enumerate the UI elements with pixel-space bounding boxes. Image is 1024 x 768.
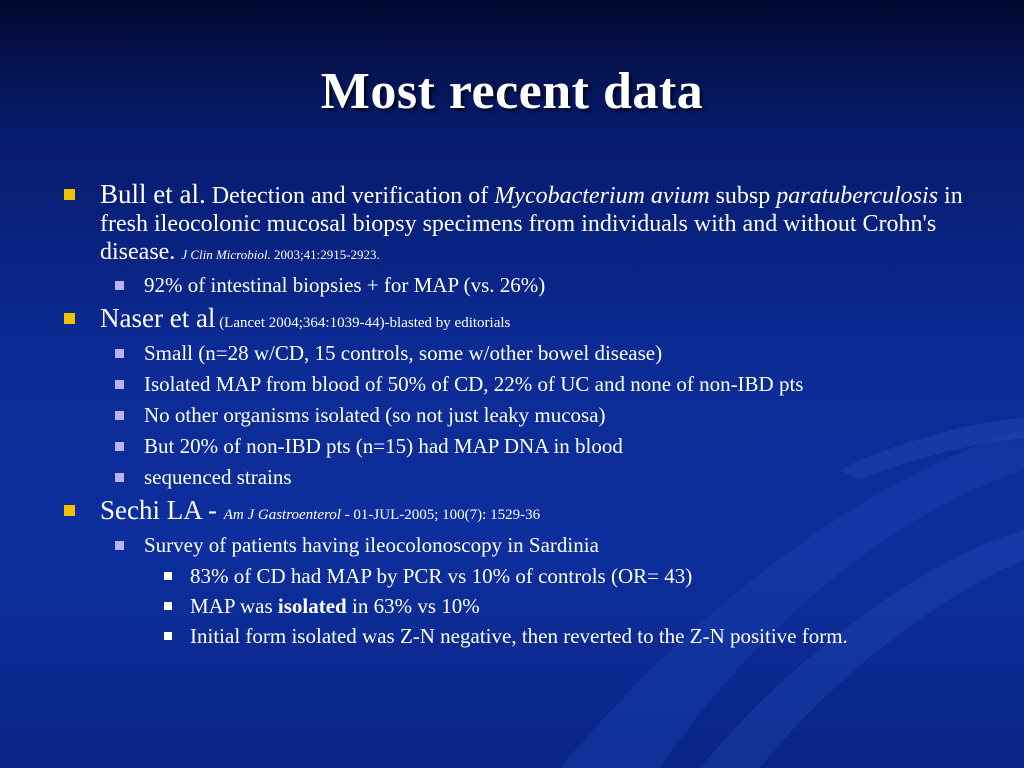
sub-item: [62, 273, 972, 298]
square-bullet-icon: [64, 505, 75, 516]
item-text: subsp: [709, 183, 777, 209]
sub-item: [62, 434, 972, 459]
sub-item: [62, 341, 972, 366]
citation: 2003;41:2915-2923.: [270, 247, 380, 262]
item-text-italic: paratuberculosis: [776, 183, 939, 209]
item-lead: Naser et al: [100, 303, 216, 333]
sub-item: [62, 372, 972, 397]
slide-content: [62, 180, 972, 654]
square-bullet-icon: [164, 572, 172, 580]
item-text: Detection and verification of: [205, 183, 495, 209]
sub-item-text: Small (n=28 w/CD, 15 controls, some w/other bowel disease): [144, 341, 663, 365]
square-bullet-icon: [64, 313, 75, 324]
sub-item-text: sequenced strains: [144, 465, 292, 489]
journal-name: J Clin Microbiol.: [181, 247, 271, 262]
sub-sub-item: [62, 594, 972, 618]
square-bullet-icon: [164, 632, 172, 640]
item-lead: Bull et al.: [100, 179, 206, 209]
sub-sub-item-text: Initial form isolated was Z-N negative, then reverted to the Z-N positive form.: [190, 624, 848, 648]
sub-sub-item-text: in 63% vs 10%: [346, 594, 480, 618]
journal-name: Am J Gastroenterol: [223, 507, 341, 523]
item-lead: Sechi LA -: [100, 495, 224, 525]
sub-sub-item-text: 83% of CD had MAP by PCR vs 10% of controls (OR= 43): [190, 564, 693, 588]
sub-item-text: 92% of intestinal biopsies + for MAP (vs. 26%): [144, 273, 546, 297]
item-text-italic: Mycobacterium avium: [494, 183, 710, 209]
square-bullet-icon: [115, 473, 124, 482]
item-text: in fresh ileocolonic mucosal biopsy specimens from individuals with and without Crohn's disease.: [100, 183, 963, 265]
slide-title: Most recent data: [320, 63, 704, 120]
sub-sub-item-text-bold: isolated: [277, 594, 347, 618]
square-bullet-icon: [115, 281, 124, 290]
square-bullet-icon: [115, 411, 124, 420]
citation: (Lancet 2004;364:1039-44)-blasted by editorials: [215, 315, 511, 331]
sub-item: [62, 465, 972, 490]
bullet-item-bull: [62, 180, 972, 269]
citation: - 01-JUL-2005; 100(7): 1529-36: [340, 507, 541, 523]
square-bullet-icon: [164, 602, 172, 610]
sub-item-text: But 20% of non-IBD pts (n=15) had MAP DNA in blood: [144, 434, 623, 458]
square-bullet-icon: [64, 189, 75, 200]
square-bullet-icon: [115, 442, 124, 451]
square-bullet-icon: [115, 349, 124, 358]
sub-item-text: Survey of patients having ileocolonoscopy in Sardinia: [144, 533, 599, 557]
bullet-item-sechi: [62, 496, 972, 529]
sub-item-text: No other organisms isolated (so not just leaky mucosa): [144, 403, 606, 427]
sub-item: [62, 403, 972, 428]
square-bullet-icon: [115, 380, 124, 389]
sub-item: [62, 533, 972, 558]
sub-item-text: Isolated MAP from blood of 50% of CD, 22% of UC and none of non-IBD pts: [144, 372, 804, 396]
square-bullet-icon: [115, 541, 124, 550]
sub-sub-item-text: MAP was: [190, 594, 278, 618]
sub-sub-item: [62, 624, 972, 648]
sub-sub-item: [62, 564, 972, 588]
bullet-item-naser: [62, 304, 972, 337]
